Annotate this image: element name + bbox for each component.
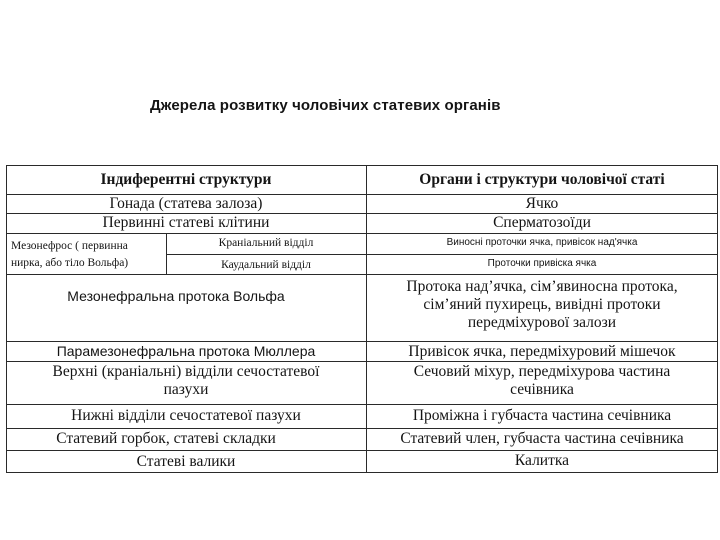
cell-left: Гонада (статева залоза) xyxy=(109,195,263,212)
cell-right: Статевий член, губчаста частина сечівника xyxy=(400,430,684,447)
cell-line: сечівника xyxy=(510,380,574,398)
cell-right: Проміжна і губчаста частина сечівника xyxy=(412,407,672,424)
cell-left xyxy=(6,363,366,399)
table-border-bottom xyxy=(6,472,718,473)
row-divider xyxy=(6,428,718,429)
cell-left: Нижні відділи сечостатевої пазухи xyxy=(71,407,301,424)
cell-line: пазухи xyxy=(163,380,209,398)
cell-line: передміхурової залози xyxy=(467,313,617,331)
cell-left: Статеві валики xyxy=(136,453,236,470)
table-border-top xyxy=(6,165,718,166)
row-divider xyxy=(166,254,718,255)
cell-line: сім’яний пухирець, вивідні протоки xyxy=(423,295,661,313)
cell-line: Сечовий міхур, передміхурова частина xyxy=(413,363,671,380)
cell-right xyxy=(366,278,718,331)
cell-line: Протока над’ячка, сім’явиносна протока, xyxy=(406,278,678,295)
row-divider xyxy=(6,341,718,342)
cell-left: Парамезонефральна протока Мюллера xyxy=(56,343,316,359)
cell-right: Ячко xyxy=(525,195,559,212)
row-divider xyxy=(6,361,718,362)
cell-sub-right: Проточки привіска ячка xyxy=(487,258,597,269)
row-divider xyxy=(6,404,718,405)
cell-left: Статевий горбок, статеві складки xyxy=(56,430,276,447)
cell-line: Верхні (краніальні) відділи сечостатевої xyxy=(52,363,320,380)
header-indifferent-structures: Індиферентні структури xyxy=(100,171,272,188)
cell-left: Мезонефрос ( первинна нирка, або тіло Вольфа) xyxy=(11,240,129,269)
cell-right: Калитка xyxy=(514,452,570,469)
cell-left: Первинні статеві клітини xyxy=(102,214,270,231)
row-divider xyxy=(6,450,718,451)
cell-right: Сперматозоїди xyxy=(493,214,591,231)
cell-right: Привісок ячка, передміхуровий мішечок xyxy=(408,343,676,360)
cell-left: Мезонефральна протока Вольфа xyxy=(67,288,285,304)
cell-right xyxy=(366,363,718,399)
row-divider xyxy=(6,274,718,275)
header-male-organs: Органи і структури чоловічої статі xyxy=(419,171,665,188)
cell-sub-right: Виносні проточки ячка, привісок над'ячка xyxy=(446,237,638,248)
cell-sub-left: Краніальний відділ xyxy=(218,237,314,249)
cell-sub-left: Каудальний відділ xyxy=(221,259,311,271)
row-divider xyxy=(6,233,718,234)
development-sources-table xyxy=(6,165,718,473)
page-title: Джерела розвитку чоловічих статевих органів xyxy=(150,97,501,114)
